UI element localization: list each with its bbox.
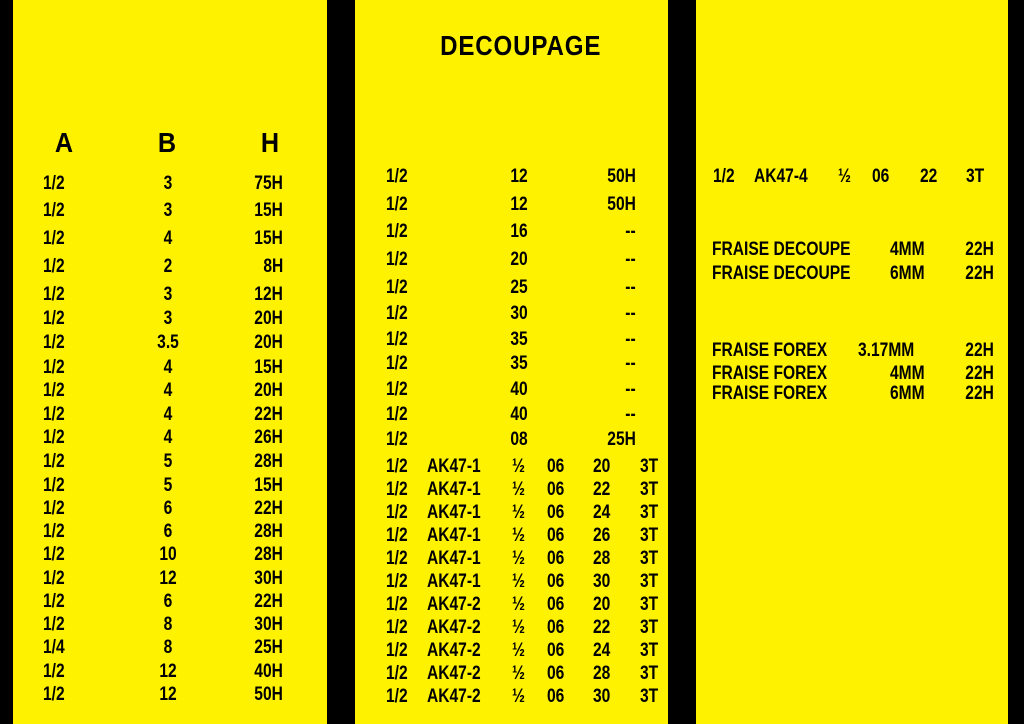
decoupage-cell-time: -- xyxy=(625,277,636,298)
middle-panel xyxy=(355,0,668,724)
cell-b: 3 xyxy=(163,173,173,194)
cell-b: 12 xyxy=(159,568,177,589)
decoupage-cell-size: 20 xyxy=(510,249,528,270)
ak47-4-cell-0: 1/2 xyxy=(713,166,735,187)
ak-cell-model: AK47-1 xyxy=(427,502,481,523)
ak-cell-fraction: 1/2 xyxy=(386,640,408,661)
decoupage-cell-time: -- xyxy=(625,329,636,350)
cell-h: 15H xyxy=(254,357,283,378)
ak-cell-model: AK47-1 xyxy=(427,479,481,500)
ak-cell-size: 30 xyxy=(593,686,611,707)
cell-h: 28H xyxy=(254,521,283,542)
ak47-4-cell-1: AK47-4 xyxy=(754,166,808,187)
cell-a: 1/2 xyxy=(43,308,65,329)
decoupage-cell-time: 25H xyxy=(607,429,636,450)
fraise-forex-time: 22H xyxy=(965,363,994,384)
ak-cell-half: ½ xyxy=(512,594,526,615)
cell-a: 1/2 xyxy=(43,451,65,472)
column-header-h: H xyxy=(260,127,280,158)
ak47-4-cell-5: 3T xyxy=(966,166,985,187)
cell-h: 15H xyxy=(254,228,283,249)
cell-b: 3 xyxy=(163,200,173,221)
ak-cell-half: ½ xyxy=(512,571,526,592)
decoupage-cell-size: 16 xyxy=(510,221,528,242)
cell-h: 25H xyxy=(254,637,283,658)
cell-b: 3 xyxy=(163,284,173,305)
decoupage-cell-fraction: 1/2 xyxy=(386,303,408,324)
ak-cell-fraction: 1/2 xyxy=(386,571,408,592)
cell-b: 4 xyxy=(163,357,173,378)
decoupage-cell-fraction: 1/2 xyxy=(386,404,408,425)
ak-cell-half: ½ xyxy=(512,456,526,477)
column-header-b: B xyxy=(157,127,177,158)
cell-b: 3 xyxy=(163,308,173,329)
decoupage-cell-size: 12 xyxy=(510,166,528,187)
ak-cell-06: 06 xyxy=(547,663,565,684)
ak-cell-06: 06 xyxy=(547,456,565,477)
decoupage-cell-fraction: 1/2 xyxy=(386,379,408,400)
ak-cell-fraction: 1/2 xyxy=(386,502,408,523)
cell-a: 1/2 xyxy=(43,475,65,496)
cell-a: 1/2 xyxy=(43,357,65,378)
decoupage-cell-size: 35 xyxy=(510,353,528,374)
decoupage-cell-fraction: 1/2 xyxy=(386,249,408,270)
decoupage-cell-time: -- xyxy=(625,303,636,324)
ak-cell-06: 06 xyxy=(547,640,565,661)
ak-cell-teeth: 3T xyxy=(639,663,658,684)
cell-b: 2 xyxy=(163,256,173,277)
cell-a: 1/2 xyxy=(43,228,65,249)
cell-h: 26H xyxy=(254,427,283,448)
ak-cell-teeth: 3T xyxy=(639,640,658,661)
cell-b: 4 xyxy=(163,404,173,425)
ak-cell-size: 20 xyxy=(593,594,611,615)
cell-b: 4 xyxy=(163,427,173,448)
decoupage-cell-time: -- xyxy=(625,404,636,425)
fraise-forex-size: 3.17MM xyxy=(858,340,915,361)
cell-b: 12 xyxy=(159,684,177,705)
ak-cell-06: 06 xyxy=(547,594,565,615)
decoupage-cell-time: 50H xyxy=(607,194,636,215)
ak-cell-fraction: 1/2 xyxy=(386,548,408,569)
cell-b: 5 xyxy=(163,451,173,472)
cell-b: 8 xyxy=(163,637,173,658)
ak-cell-teeth: 3T xyxy=(639,502,658,523)
cell-a: 1/2 xyxy=(43,591,65,612)
cell-a: 1/2 xyxy=(43,614,65,635)
fraise-decoupe-time: 22H xyxy=(965,263,994,284)
fraise-decoupe-label: FRAISE DECOUPE xyxy=(712,263,851,284)
cell-a: 1/2 xyxy=(43,544,65,565)
decoupage-cell-fraction: 1/2 xyxy=(386,166,408,187)
cell-b: 10 xyxy=(159,544,177,565)
cell-h: 20H xyxy=(254,332,283,353)
ak-cell-half: ½ xyxy=(512,502,526,523)
cell-a: 1/4 xyxy=(43,637,65,658)
cell-b: 12 xyxy=(159,661,177,682)
ak-cell-teeth: 3T xyxy=(639,456,658,477)
cell-a: 1/2 xyxy=(43,256,65,277)
cell-b: 4 xyxy=(163,228,173,249)
decoupage-cell-time: 50H xyxy=(607,166,636,187)
cell-a: 1/2 xyxy=(43,404,65,425)
decoupage-cell-fraction: 1/2 xyxy=(386,429,408,450)
ak-cell-size: 20 xyxy=(593,456,611,477)
ak-cell-teeth: 3T xyxy=(639,686,658,707)
ak-cell-model: AK47-1 xyxy=(427,525,481,546)
left-panel xyxy=(13,0,327,724)
decoupage-cell-size: 40 xyxy=(510,404,528,425)
cell-b: 6 xyxy=(163,591,173,612)
fraise-forex-label: FRAISE FOREX xyxy=(712,363,828,384)
ak-cell-teeth: 3T xyxy=(639,525,658,546)
ak-cell-fraction: 1/2 xyxy=(386,456,408,477)
cell-b: 5 xyxy=(163,475,173,496)
cell-h: 30H xyxy=(254,568,283,589)
cell-h: 20H xyxy=(254,308,283,329)
decoupage-cell-fraction: 1/2 xyxy=(386,277,408,298)
ak-cell-model: AK47-2 xyxy=(427,594,481,615)
cell-h: 22H xyxy=(254,591,283,612)
section-title: DECOUPAGE xyxy=(440,30,602,61)
fraise-forex-size: 6MM xyxy=(890,383,925,404)
cell-a: 1/2 xyxy=(43,568,65,589)
cell-b: 4 xyxy=(163,380,173,401)
fraise-forex-time: 22H xyxy=(965,340,994,361)
cell-h: 50H xyxy=(254,684,283,705)
ak-cell-half: ½ xyxy=(512,548,526,569)
cell-b: 3.5 xyxy=(157,332,179,353)
ak-cell-teeth: 3T xyxy=(639,617,658,638)
right-panel xyxy=(696,0,1008,724)
ak-cell-teeth: 3T xyxy=(639,548,658,569)
ak-cell-half: ½ xyxy=(512,525,526,546)
cell-a: 1/2 xyxy=(43,427,65,448)
ak-cell-teeth: 3T xyxy=(639,479,658,500)
ak-cell-half: ½ xyxy=(512,640,526,661)
decoupage-cell-size: 40 xyxy=(510,379,528,400)
fraise-decoupe-size: 4MM xyxy=(890,239,925,260)
cell-a: 1/2 xyxy=(43,684,65,705)
ak-cell-size: 22 xyxy=(593,617,611,638)
ak-cell-half: ½ xyxy=(512,686,526,707)
ak-cell-06: 06 xyxy=(547,686,565,707)
cell-a: 1/2 xyxy=(43,521,65,542)
decoupage-cell-size: 12 xyxy=(510,194,528,215)
ak-cell-06: 06 xyxy=(547,548,565,569)
decoupage-cell-size: 35 xyxy=(510,329,528,350)
decoupage-cell-size: 08 xyxy=(510,429,528,450)
fraise-decoupe-label: FRAISE DECOUPE xyxy=(712,239,851,260)
ak-cell-model: AK47-2 xyxy=(427,663,481,684)
decoupage-cell-fraction: 1/2 xyxy=(386,221,408,242)
cell-b: 6 xyxy=(163,498,173,519)
ak-cell-fraction: 1/2 xyxy=(386,686,408,707)
cell-h: 75H xyxy=(254,173,283,194)
fraise-forex-label: FRAISE FOREX xyxy=(712,383,828,404)
cell-a: 1/2 xyxy=(43,498,65,519)
ak-cell-model: AK47-2 xyxy=(427,640,481,661)
ak-cell-teeth: 3T xyxy=(639,594,658,615)
ak-cell-half: ½ xyxy=(512,479,526,500)
cell-h: 30H xyxy=(254,614,283,635)
ak-cell-size: 26 xyxy=(593,525,611,546)
cell-b: 8 xyxy=(163,614,173,635)
ak-cell-fraction: 1/2 xyxy=(386,479,408,500)
ak-cell-size: 24 xyxy=(593,502,611,523)
cell-h: 8H xyxy=(263,256,283,277)
ak-cell-06: 06 xyxy=(547,571,565,592)
fraise-forex-time: 22H xyxy=(965,383,994,404)
ak-cell-size: 30 xyxy=(593,571,611,592)
ak-cell-model: AK47-1 xyxy=(427,571,481,592)
column-header-a: A xyxy=(54,127,74,158)
fraise-decoupe-time: 22H xyxy=(965,239,994,260)
ak-cell-size: 28 xyxy=(593,663,611,684)
decoupage-cell-time: -- xyxy=(625,379,636,400)
ak-cell-06: 06 xyxy=(547,502,565,523)
cell-a: 1/2 xyxy=(43,200,65,221)
cell-h: 15H xyxy=(254,475,283,496)
decoupage-cell-size: 25 xyxy=(510,277,528,298)
cell-a: 1/2 xyxy=(43,380,65,401)
ak-cell-06: 06 xyxy=(547,525,565,546)
fraise-forex-label: FRAISE FOREX xyxy=(712,340,828,361)
decoupage-cell-fraction: 1/2 xyxy=(386,194,408,215)
ak-cell-fraction: 1/2 xyxy=(386,594,408,615)
ak-cell-06: 06 xyxy=(547,479,565,500)
ak-cell-model: AK47-1 xyxy=(427,456,481,477)
fraise-forex-size: 4MM xyxy=(890,363,925,384)
cell-a: 1/2 xyxy=(43,173,65,194)
cell-a: 1/2 xyxy=(43,332,65,353)
ak-cell-teeth: 3T xyxy=(639,571,658,592)
ak-cell-half: ½ xyxy=(512,663,526,684)
ak-cell-half: ½ xyxy=(512,617,526,638)
ak-cell-model: AK47-1 xyxy=(427,548,481,569)
cell-a: 1/2 xyxy=(43,661,65,682)
ak-cell-model: AK47-2 xyxy=(427,617,481,638)
ak-cell-size: 28 xyxy=(593,548,611,569)
ak-cell-model: AK47-2 xyxy=(427,686,481,707)
cell-h: 22H xyxy=(254,404,283,425)
cell-a: 1/2 xyxy=(43,284,65,305)
cell-h: 28H xyxy=(254,451,283,472)
decoupage-cell-time: -- xyxy=(625,221,636,242)
decoupage-cell-time: -- xyxy=(625,353,636,374)
cell-h: 12H xyxy=(254,284,283,305)
cell-h: 20H xyxy=(254,380,283,401)
ak-cell-size: 22 xyxy=(593,479,611,500)
decoupage-cell-fraction: 1/2 xyxy=(386,353,408,374)
cell-h: 28H xyxy=(254,544,283,565)
ak-cell-fraction: 1/2 xyxy=(386,663,408,684)
cell-b: 6 xyxy=(163,521,173,542)
cell-h: 22H xyxy=(254,498,283,519)
decoupage-cell-time: -- xyxy=(625,249,636,270)
ak-cell-size: 24 xyxy=(593,640,611,661)
decoupage-cell-fraction: 1/2 xyxy=(386,329,408,350)
cell-h: 15H xyxy=(254,200,283,221)
fraise-decoupe-size: 6MM xyxy=(890,263,925,284)
ak47-4-cell-4: 22 xyxy=(920,166,938,187)
ak-cell-fraction: 1/2 xyxy=(386,617,408,638)
cell-h: 40H xyxy=(254,661,283,682)
ak47-4-cell-3: 06 xyxy=(872,166,890,187)
ak-cell-06: 06 xyxy=(547,617,565,638)
decoupage-cell-size: 30 xyxy=(510,303,528,324)
ak-cell-fraction: 1/2 xyxy=(386,525,408,546)
ak47-4-cell-2: ½ xyxy=(838,166,852,187)
